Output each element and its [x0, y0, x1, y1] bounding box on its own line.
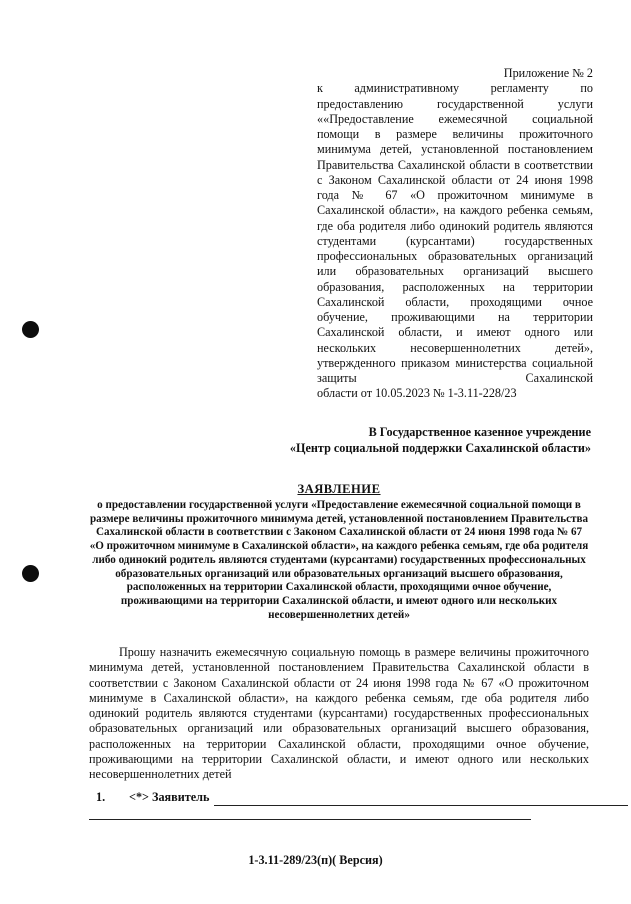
- request-paragraph: Прошу назначить ежемесячную социальную помощь в размере величины прожиточного минимума детей, установленной постановлением Правительства Сахалинской области в соответствии с Законом Сахалинской области от 24 июня 1998 года № 67 «О прожиточном минимуме в Сахалинской области», на каждого ребенка семьям, где оба родителя либо одинокий родитель являются студентами (курсантами) государственных профессиональных образовательных организаций или образовательных организаций высшего образования, расположенных на территории Сахалинской области, проходящими очное обучение, проживающими на территории Сахалинской области, и имеют одного или нескольких несовершеннолетних детей: [89, 645, 589, 782]
- statement-title: ЗАЯВЛЕНИЕ: [297, 482, 381, 496]
- document-code: 1-3.11-289/23(п)( Версия): [248, 853, 383, 867]
- punch-hole-top: [22, 321, 39, 338]
- statement-heading: [88, 481, 590, 622]
- statement-subtitle: о предоставлении государственной услуги «Предоставление ежемесячной социальной помощи в размере величины прожиточного минимума детей, установленной постановлением Правительства Сахалинской области в соответствии с Законом Сахалинской области от 24 июня 1998 года № 67 «О прожиточном минимуме в Сахалинской области», на каждого ребенка семьям, где оба родителя либо одинокий родитель являются студентами (курсантами) государственных профессиональных образовательных организаций или образовательных организаций высшего образования, расположенных на территории Сахалинской области, проходящими очное обучение, проживающими на территории Сахалинской области, и имеют одного или нескольких несовершеннолетних детей»: [89, 499, 589, 621]
- applicant-number: 1.: [96, 790, 106, 804]
- appendix-block: [317, 66, 593, 402]
- applicant-fill-line[interactable]: [214, 805, 628, 806]
- addressee-line-2: «Центр социальной поддержки Сахалинской области»: [289, 441, 591, 455]
- appendix-title: Приложение № 2: [503, 66, 593, 80]
- applicant-row: [96, 790, 596, 805]
- applicant-label: <*> Заявитель: [129, 790, 210, 804]
- applicant-second-line[interactable]: [89, 819, 531, 820]
- addressee-line-1: В Государственное казенное учреждение: [368, 425, 591, 439]
- appendix-tail: области от 10.05.2023 № 1-3.11-228/23: [317, 386, 517, 401]
- punch-hole-bottom: [22, 565, 39, 582]
- addressee-block: [240, 424, 591, 456]
- appendix-body: к административному регламенту по предоставлению государственной услуги ««Предоставление ежемесячной социальной помощи в размере величины прожиточного минимума детей, установленной постановлением Правительства Сахалинской области в соответствии с Законом Сахалинской области от 24 июня 1998 года № 67 «О прожиточном минимуме в Сахалинской области», на каждого ребенка семьям, где оба родителя либо одинокий родитель являются студентами (курсантами) государственных профессиональных образовательных организаций или образовательных организаций высшего образования, расположенных на территории Сахалинской области, проходящими очное обучение, проживающими на территории Сахалинской области, и имеют одного или нескольких несовершеннолетних детей», утвержденного приказом министерства социальной защиты Сахалинской: [317, 81, 593, 385]
